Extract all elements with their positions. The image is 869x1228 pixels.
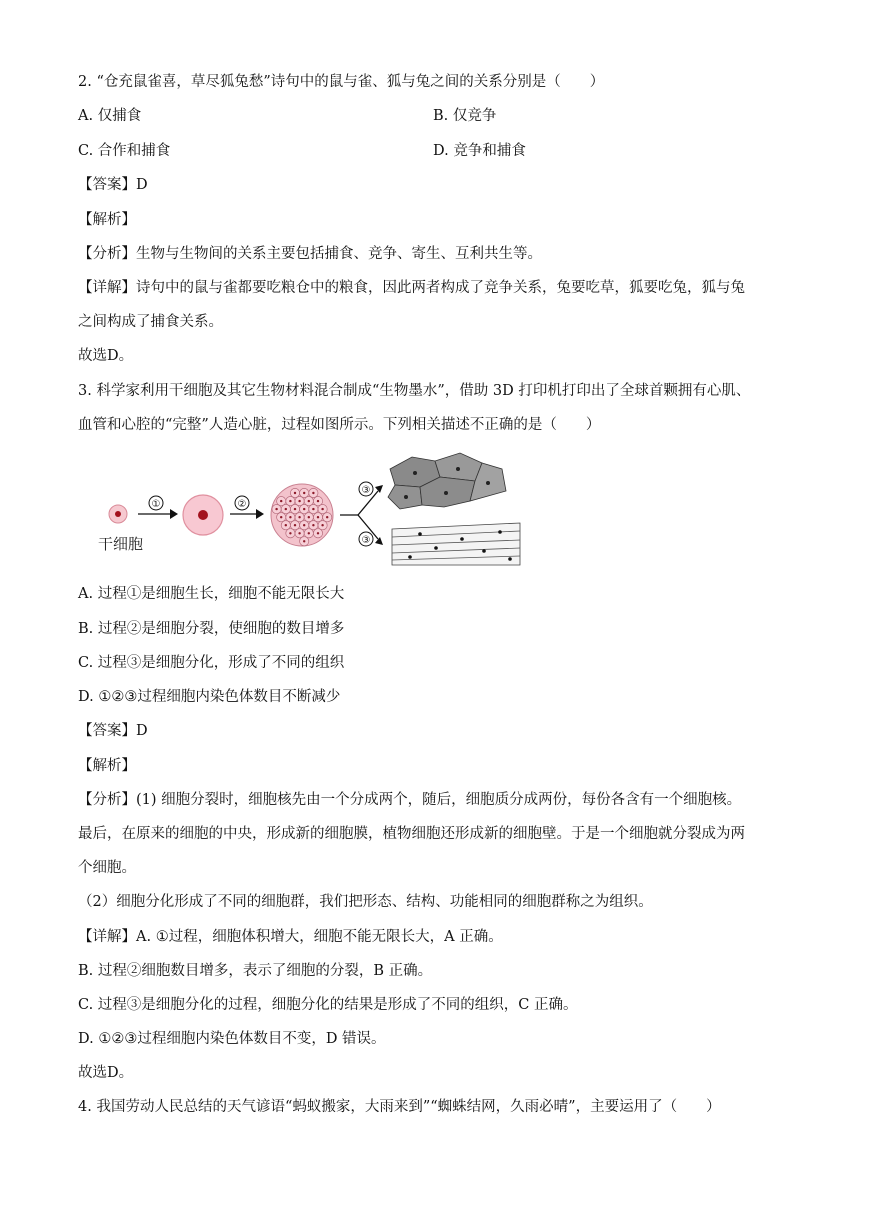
cluster-cell-nucleus [303, 492, 305, 494]
q3-stem-line1: 3. 科学家利用干细胞及其它生物材料混合制成“生物墨水”，借助 3D 打印机打印出了全球首颗拥有心肌、 [78, 383, 751, 399]
q3-stem-line2: 血管和心腔的“完整”人造心脏，过程如图所示。下列相关描述不正确的是（ ） [78, 417, 601, 433]
epithelial-like-tissue [388, 453, 506, 509]
q3-answer: 【答案】D [78, 723, 148, 739]
cluster-cell-nucleus [280, 516, 282, 518]
q3-option-d: D. ①②③过程细胞内染色体数目不断减少 [78, 689, 341, 705]
q3-conclusion: 故选D。 [78, 1065, 134, 1081]
stem-cell [109, 505, 127, 523]
cluster-cell-nucleus [285, 524, 287, 526]
cluster-cell-nucleus [312, 492, 314, 494]
stem-cell-label: 干细胞 [98, 536, 144, 553]
q2-answer: 【答案】D [78, 177, 148, 193]
cell-process-diagram [90, 447, 530, 572]
cluster-cell-nucleus [285, 508, 287, 510]
step3-label-lower: ③ [361, 535, 371, 546]
q3-xiangjie-c: C. 过程③是细胞分化的过程，细胞分化的结果是形成了不同的组织，C 正确。 [78, 997, 578, 1013]
q2-option-a: A. 仅捕食 [78, 108, 142, 124]
q3-option-b: B. 过程②是细胞分裂，使细胞的数目增多 [78, 621, 345, 637]
q2-fenxi: 【分析】生物与生物间的关系主要包括捕食、竞争、寄生、互利共生等。 [78, 246, 542, 262]
step2-arrow [230, 496, 264, 519]
cluster-cell-nucleus [298, 500, 300, 502]
cluster-cell-nucleus [289, 532, 291, 534]
cluster-cell-nucleus [298, 532, 300, 534]
cluster-cell-nucleus [308, 516, 310, 518]
cluster-cell-nucleus [308, 500, 310, 502]
q2-xiangjie-line2: 之间构成了捕食关系。 [78, 314, 223, 330]
q2-conclusion: 故选D。 [78, 348, 134, 364]
cluster-cell-nucleus [312, 524, 314, 526]
cluster-cell-nucleus [326, 516, 328, 518]
q2-xiangjie-line1: 【详解】诗句中的鼠与雀都要吃粮仓中的粮食，因此两者构成了竞争关系，兔要吃草，狐要吃兔，狐与兔 [78, 280, 745, 296]
cluster-cell-nucleus [289, 500, 291, 502]
step3-label-upper: ③ [361, 485, 371, 496]
q3-fenxi-line1: 【分析】(1) 细胞分裂时，细胞核先由一个分成两个，随后，细胞质分成两份，每份各含有一个细胞核。 [78, 792, 742, 808]
cluster-cell-nucleus [303, 540, 305, 542]
cluster-cell-nucleus [298, 516, 300, 518]
cluster-cell-nucleus [312, 508, 314, 510]
q4-stem: 4. 我国劳动人民总结的天气谚语“蚂蚁搬家，大雨来到”“蜘蛛结网，久雨必晴”，主要运用了（ ） [78, 1099, 721, 1115]
q3-fenxi-line4: （2）细胞分化形成了不同的细胞群，我们把形态、结构、功能相同的细胞群称之为组织。 [78, 894, 653, 910]
cluster-cell-nucleus [317, 516, 319, 518]
q2-analysis-title: 【解析】 [78, 212, 136, 228]
cluster-cell-nucleus [303, 508, 305, 510]
cluster-cell-nucleus [321, 508, 323, 510]
step2-label: ② [237, 499, 247, 510]
cluster-cell-nucleus [275, 508, 277, 510]
muscle-like-tissue [392, 523, 520, 565]
q3-option-a: A. 过程①是细胞生长，细胞不能无限长大 [78, 586, 345, 602]
q3-analysis-title: 【解析】 [78, 758, 136, 774]
divided-cell-cluster [271, 484, 333, 546]
cluster-cell-nucleus [289, 516, 291, 518]
q3-fenxi-line3: 个细胞。 [78, 860, 136, 876]
q3-xiangjie-d: D. ①②③过程细胞内染色体数目不变，D 错误。 [78, 1031, 386, 1047]
step1-label: ① [151, 499, 161, 510]
q3-xiangjie-b: B. 过程②细胞数目增多，表示了细胞的分裂，B 正确。 [78, 963, 433, 979]
cluster-cell-nucleus [294, 492, 296, 494]
q2-option-b: B. 仅竞争 [433, 108, 497, 124]
cluster-cell-nucleus [317, 532, 319, 534]
q3-option-c: C. 过程③是细胞分化，形成了不同的组织 [78, 655, 345, 671]
cluster-cell-nucleus [308, 532, 310, 534]
q2-option-d: D. 竞争和捕食 [433, 143, 526, 159]
cluster-cell-nucleus [294, 524, 296, 526]
q2-option-c: C. 合作和捕食 [78, 143, 171, 159]
grown-cell [183, 495, 223, 535]
cluster-cell-nucleus [317, 500, 319, 502]
q3-xiangjie-a: 【详解】A. ①过程，细胞体积增大，细胞不能无限长大，A 正确。 [78, 929, 503, 945]
q3-fenxi-line2: 最后，在原来的细胞的中央，形成新的细胞膜，植物细胞还形成新的细胞壁。于是一个细胞就分裂成为两 [78, 826, 745, 842]
q2-stem: 2. “仓充鼠雀喜，草尽狐兔愁”诗句中的鼠与雀、狐与兔之间的关系分别是（ ） [78, 74, 605, 90]
cluster-cell-nucleus [303, 524, 305, 526]
cluster-cell-nucleus [321, 524, 323, 526]
cluster-cell-nucleus [294, 508, 296, 510]
cluster-cell-nucleus [280, 500, 282, 502]
